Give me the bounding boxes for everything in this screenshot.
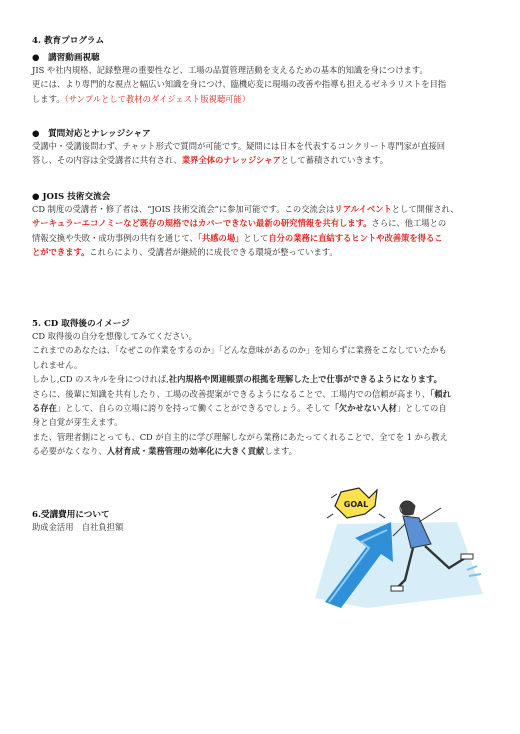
paragraph-after-cd: CD 取得後の自分を想像してみてください。 これまでのあなたは、「なぜこの作業をするのか」「どんな意味があるのか」を知らずに業務をこなしていたかも しれません。 しかし,CD のスキルを身につければ,社内規格や関連帳票の根拠を理解した上で仕事ができるようになります。 さらに、後輩に知識を共有したり、工場の改善提案ができるようになることで、工場内での信頼が高まり、「頼れ る存在」として、自らの立場に誇りを持って働くことができるでしょう。そして「欠かせない人材」としての自 身と自覚が芽生えます。 また、管理者側にとっても、CD が自主的に学び理解しながら業務にあたってくれることで、全てを 1 から教え る必要がなくなり、人材育成・業務管理の効率化に大きく貢献します。 [32,331,451,457]
goal-flag-icon [335,488,377,518]
sample-note: （サンプルとして教材のダイジェスト版視聴可能） [64,93,251,104]
highlight-real-event: リアルイベント [334,204,392,214]
highlight-circular-economy: サーキュラーエコノミーなど既存の規格ではカバーできない最新の研究情報を共有します。 [32,218,372,229]
highlight-reliable-person: る存在 [32,403,57,414]
paragraph-qa-knowledge: 受講中・受講後問わず、チャット形式で質問が可能です。疑問には日本を代表するコンクリート専門家が直接回 答し、その内容は全受講者に共有され、業界全体のナレッジシャアとして蓄積されていきます。 [32,141,446,166]
highlight-efficiency: 人材育成・業務管理の効率化に大きく貢献 [106,446,265,457]
highlight-knowledge-share: 業界全体のナレッジシャア [181,155,281,166]
goal-illustration [307,484,490,610]
highlight-understanding-basis: 社内規格や関連帳票の根拠を理解した上で仕事ができるようになります。 [168,374,442,385]
svg-text:GOAL: GOAL [343,500,369,509]
highlight-indispensable: 「欠かせない人材 [330,403,397,414]
subheading-qa-knowledge: ● 質問対応とナレッジシャア [32,129,151,139]
paragraph-jois-exchange: CD 制度の受講者・修了者は、“JOIS 技術交流会”に参加可能です。この交流会はリアルイベントとして開催され、 サーキュラーエコノミーなど既存の規格ではカバーできない最新の研究情報を共有します。さらに、他工場との 情報交換や失敗・成功事例の共有を通じて、「共感の場」として自分の業務に直結するヒントや改善策を得るこ とができます。これらにより、受講者が継続的に成長できる環境が整っています。 [32,204,459,258]
section-5-title: 5. CD 取得後のイメージ [32,319,130,329]
section-6-title: 6.受講費用について [32,510,110,520]
subheading-video-lectures: ● 講習動画視聴 [32,53,100,63]
subheading-jois-exchange: ● JOIS 技術交流会 [32,192,111,202]
paragraph-fees: 助成金活用 自社負担額 [32,522,124,532]
highlight-direct-hints: 自分の業務に直結するヒントや改善策を得るこ [268,232,443,243]
section-4-title: 4. 教育プログラム [32,36,105,46]
paragraph-video-lectures: JIS や社内規格、記録整理の重要性など、工場の品質管理活動を支えるための基本的知識を身につけます。 更には、より専門的な視点と幅広い知識を身につけ、臨機応変に現場の改善や指導も担えるゼネラリストを目指 します。（サンプルとして教材のダイジェスト版視聴可能） [32,65,447,104]
highlight-empathy-place: 「共感の場」 [197,232,244,243]
running-to-goal-image [307,484,490,610]
